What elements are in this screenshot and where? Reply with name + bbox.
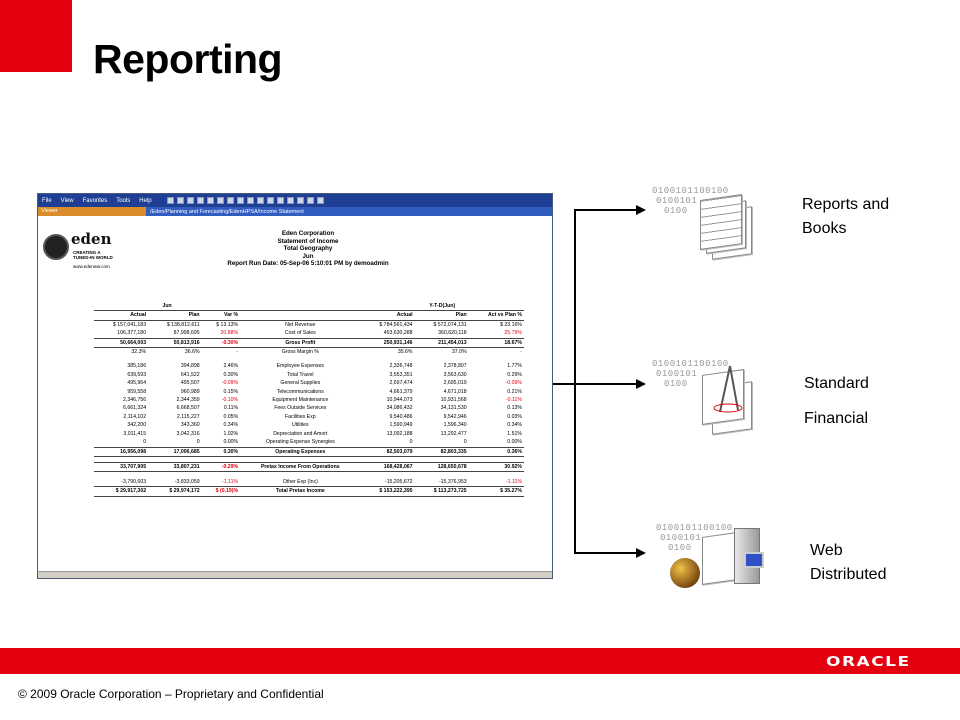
toolbar-icon[interactable] xyxy=(247,197,254,204)
table-row xyxy=(94,320,524,329)
document-path: /Eden/Planning and Forecasting/EdenHPSA/Income Statement xyxy=(150,208,304,215)
value-cell: 0 xyxy=(463,439,467,446)
toolbar-icon[interactable] xyxy=(177,197,184,204)
value-cell: 0.03% xyxy=(507,413,522,420)
value-cell: 35.6% xyxy=(397,349,413,356)
value-cell: 10,944,073 xyxy=(386,397,413,404)
value-cell: 1,590,949 xyxy=(389,422,413,429)
copyright-text: © 2009 Oracle Corporation – Proprietary and Confidential xyxy=(18,687,324,701)
value-cell: 50,813,916 xyxy=(148,338,202,347)
row-label: Net Revenue xyxy=(285,321,316,328)
table-row xyxy=(94,413,524,421)
menu-help[interactable]: Help xyxy=(139,197,152,204)
row-label: Pretax Income From Operations xyxy=(240,462,360,471)
menu-file[interactable]: File xyxy=(42,197,52,204)
value-cell: 2,336,748 xyxy=(389,363,413,370)
connector-line xyxy=(574,209,638,211)
column-header-row xyxy=(94,311,524,320)
row-label: Other Exp (Inc) xyxy=(282,478,318,485)
value-cell: -15,376,953 xyxy=(438,478,467,485)
toolbar-icon[interactable] xyxy=(267,197,274,204)
spacer-cell xyxy=(240,302,360,311)
value-cell: 1.51% xyxy=(507,430,522,437)
horizontal-scrollbar[interactable] xyxy=(38,571,552,578)
company-name: Eden Corporation xyxy=(281,230,335,237)
label-line: Distributed xyxy=(810,566,887,583)
value-cell: 495,507 xyxy=(180,380,200,387)
connector-line xyxy=(574,552,638,554)
row-label: Equipment Maintenance xyxy=(272,397,329,404)
value-cell: 50,664,003 xyxy=(94,338,148,347)
toolbar-icon[interactable] xyxy=(307,197,314,204)
value-cell: 16,956,098 xyxy=(94,447,148,456)
value-cell: 13,292,477 xyxy=(440,430,467,437)
value-cell: 2,344,359 xyxy=(176,397,200,404)
value-cell: 9,542,946 xyxy=(443,413,467,420)
row-label: Gross Profit xyxy=(240,338,360,347)
row-label: Operating Expense Synergies xyxy=(265,439,335,446)
footer-bar xyxy=(0,648,960,674)
value-cell: 30.92% xyxy=(469,462,524,471)
value-cell: 106,377,180 xyxy=(117,330,147,337)
toolbar-icon[interactable] xyxy=(207,197,214,204)
value-cell: -1.11% xyxy=(505,478,522,485)
value-cell: 25.79% xyxy=(504,330,522,337)
menu-tools[interactable]: Tools xyxy=(116,197,131,204)
value-cell: 2,114,102 xyxy=(123,413,147,420)
value-cell: - xyxy=(520,349,522,356)
output-label-financial[interactable] xyxy=(804,372,869,431)
value-cell: 0.00% xyxy=(223,439,239,446)
value-cell: -0.30% xyxy=(202,338,241,347)
row-label: Total Pretax Income xyxy=(240,487,360,496)
value-cell: -0.11% xyxy=(505,397,522,404)
binary-text: 0100101 xyxy=(656,369,698,379)
binary-text: 0100101100100 xyxy=(656,523,733,533)
value-cell: $ 13.13% xyxy=(216,321,239,328)
value-cell: -15,205,672 xyxy=(384,478,413,485)
arrow-head-icon xyxy=(636,548,646,558)
value-cell: 13,092,188 xyxy=(386,430,413,437)
toolbar-icon[interactable] xyxy=(287,197,294,204)
output-label-web[interactable] xyxy=(810,539,886,587)
viewer-tab[interactable]: Viewer xyxy=(38,207,146,216)
value-cell: 34,131,530 xyxy=(440,405,467,412)
col-header: Actual xyxy=(94,311,148,320)
value-cell: 87,998,695 xyxy=(173,330,200,337)
value-cell: 1.02% xyxy=(223,430,239,437)
binary-text: 0100 xyxy=(664,379,688,389)
toolbar-icon[interactable] xyxy=(187,197,194,204)
row-label: Telecommunications xyxy=(276,388,324,395)
table-row xyxy=(94,396,524,404)
value-cell: 168,428,067 xyxy=(360,462,414,471)
row-label: Facilities Exp xyxy=(285,413,316,420)
value-cell: 3,553,351 xyxy=(389,371,413,378)
value-cell: 0.11% xyxy=(223,405,239,412)
value-cell: 0.15% xyxy=(223,388,239,395)
compass-icon xyxy=(708,362,748,422)
row-label: Gross Margin % xyxy=(281,349,319,356)
brand-red-square xyxy=(0,0,72,72)
value-cell: $ 572,074,131 xyxy=(433,321,467,328)
binary-text: 0100101100100 xyxy=(652,359,729,369)
value-cell: 0 xyxy=(196,439,200,446)
value-cell: 0.05% xyxy=(223,413,239,420)
geography: Total Geography xyxy=(283,245,333,252)
table-row xyxy=(94,338,524,347)
value-cell: 32.3% xyxy=(131,349,147,356)
table-row xyxy=(94,404,524,412)
toolbar-icon[interactable] xyxy=(197,197,204,204)
value-cell: $ 138,812,611 xyxy=(166,321,200,328)
value-cell: 18.67% xyxy=(469,338,524,347)
binary-text: 0100101 xyxy=(656,196,698,206)
logo-tagline: CREATING A TUNED-IN WORLD xyxy=(73,250,113,260)
value-cell: -3,833,059 xyxy=(174,478,200,485)
value-cell: -0.09% xyxy=(505,380,522,387)
table-row xyxy=(94,371,524,379)
label-line: Financial xyxy=(804,410,869,427)
monitor-icon xyxy=(744,552,764,568)
toolbar-icon[interactable] xyxy=(277,197,284,204)
value-cell: 495,964 xyxy=(127,380,147,387)
table-row xyxy=(94,379,524,387)
value-cell: 0.34% xyxy=(223,422,239,429)
value-cell: 960,989 xyxy=(180,388,200,395)
report-title-block xyxy=(158,230,458,268)
value-cell: 1,596,340 xyxy=(443,422,467,429)
toolbar-icon[interactable] xyxy=(227,197,234,204)
toolbar-icon[interactable] xyxy=(237,197,244,204)
value-cell: 0.30% xyxy=(202,447,241,456)
value-cell: 4,661,379 xyxy=(389,388,413,395)
report-header xyxy=(38,216,552,286)
row-label: Total Travel xyxy=(287,371,314,378)
value-cell: 9,540,486 xyxy=(389,413,413,420)
menu-view[interactable]: View xyxy=(60,197,74,204)
arrow-head-icon xyxy=(636,379,646,389)
value-cell: $ 784,561,434 xyxy=(379,321,413,328)
group-header-ytd: Y-T-D(Jun) xyxy=(360,302,524,311)
label-line: Standard xyxy=(804,375,869,392)
table-row xyxy=(94,462,524,471)
row-label: Employee Expenses xyxy=(276,363,324,370)
row-label: Cost of Sales xyxy=(284,330,316,337)
value-cell: 343,360 xyxy=(180,422,200,429)
value-cell: 82,803,335 xyxy=(415,447,469,456)
col-header: Actual xyxy=(360,311,414,320)
eden-logo xyxy=(43,230,113,276)
value-cell: 1.77% xyxy=(507,363,522,370)
value-cell: 33,707,905 xyxy=(94,462,148,471)
table-row xyxy=(94,430,524,438)
value-cell: -0.10% xyxy=(221,397,239,404)
income-statement-table xyxy=(94,302,524,497)
run-date: Report Run Date: 05-Sep-06 5:10:01 PM by demoadmin xyxy=(227,260,389,267)
value-cell: 0.13% xyxy=(507,405,522,412)
value-cell: 0 xyxy=(143,439,147,446)
row-label: Depreciation and Amort xyxy=(273,430,328,437)
value-cell: $ 113,273,725 xyxy=(415,487,469,496)
period: Jun xyxy=(302,252,314,260)
connector-line xyxy=(574,383,638,385)
globe-icon xyxy=(43,234,69,260)
value-cell: 0.30% xyxy=(223,371,239,378)
value-cell: 394,898 xyxy=(180,363,200,370)
value-cell: 0.00% xyxy=(507,439,522,446)
table-row xyxy=(94,438,524,447)
value-cell: 0.21% xyxy=(507,388,522,395)
value-cell: 33,807,231 xyxy=(148,462,202,471)
value-cell: 6,661,324 xyxy=(123,405,147,412)
value-cell: 342,200 xyxy=(127,422,147,429)
value-cell: -1.11% xyxy=(222,478,239,485)
value-cell: 211,454,013 xyxy=(415,338,469,347)
row-label: Fees Outside Services xyxy=(274,405,327,412)
arrow-head-icon xyxy=(636,205,646,215)
output-label-reports[interactable] xyxy=(802,193,889,241)
value-cell: - xyxy=(236,349,239,356)
value-cell: 0.34% xyxy=(507,422,522,429)
table-row xyxy=(94,421,524,429)
col-header: Var % xyxy=(202,311,241,320)
report-pages-icon xyxy=(650,185,760,275)
row-label: Operating Expenses xyxy=(240,447,360,456)
path-bar xyxy=(38,207,552,216)
row-label: Utilities xyxy=(291,422,309,429)
table-row xyxy=(94,478,524,487)
col-header: Act vs Plan % xyxy=(469,311,524,320)
binary-text: 0100 xyxy=(668,543,692,553)
value-cell: $ 23.16% xyxy=(500,321,522,328)
label-line: Reports and xyxy=(802,196,890,213)
value-cell: $ 29,917,302 xyxy=(94,487,148,496)
value-cell: -0.09% xyxy=(221,380,239,387)
statement-name: Statement of Income xyxy=(277,237,339,245)
value-cell: 36.6% xyxy=(184,349,200,356)
table-row xyxy=(94,388,524,396)
value-cell: 10,931,568 xyxy=(440,397,467,404)
toolbar-icon[interactable] xyxy=(257,197,264,204)
value-cell: 6,668,507 xyxy=(176,405,200,412)
value-cell: 639,593 xyxy=(127,371,147,378)
value-cell: $ 29,974,172 xyxy=(148,487,202,496)
binary-text: 0100101100100 xyxy=(652,186,729,196)
toolbar-icon[interactable] xyxy=(317,197,324,204)
value-cell: 3,042,316 xyxy=(176,430,200,437)
value-cell: 2,695,019 xyxy=(443,380,467,387)
value-cell: $ (0.19)% xyxy=(202,487,241,496)
globe-icon xyxy=(670,558,700,588)
table-row xyxy=(94,447,524,456)
value-cell: 0 xyxy=(409,439,413,446)
value-cell: 2,115,227 xyxy=(176,413,200,420)
oracle-logo: ORACLE xyxy=(826,654,911,670)
page-title: Reporting xyxy=(93,36,283,82)
value-cell: 3,563,630 xyxy=(443,371,467,378)
value-cell: 20.88% xyxy=(220,330,239,337)
label-line: Web xyxy=(810,542,843,559)
col-header: Plan xyxy=(415,311,469,320)
web-server-globe-icon xyxy=(650,522,765,592)
menu-bar xyxy=(38,194,552,207)
value-cell: 34,086,432 xyxy=(386,405,413,412)
value-cell: 37.0% xyxy=(451,349,467,356)
menu-favorites[interactable]: Favorites xyxy=(82,197,108,204)
value-cell: 4,671,018 xyxy=(443,388,467,395)
compass-pages-icon xyxy=(650,358,760,448)
value-cell: 250,931,146 xyxy=(360,338,414,347)
logo-url: www.edenww.com xyxy=(73,264,110,269)
value-cell: 128,650,678 xyxy=(415,462,469,471)
toolbar xyxy=(167,197,324,204)
toolbar-icon[interactable] xyxy=(167,197,174,204)
group-header-jun: Jun xyxy=(94,302,240,311)
value-cell: $ 153,222,395 xyxy=(360,487,414,496)
value-cell: -0.29% xyxy=(202,462,241,471)
connector-line xyxy=(574,209,576,553)
report-viewer-window xyxy=(37,193,553,579)
value-cell: 959,558 xyxy=(127,388,147,395)
value-cell: 641,522 xyxy=(180,371,200,378)
value-cell: 360,620,118 xyxy=(438,330,467,337)
value-cell: 453,630,288 xyxy=(383,330,413,337)
value-cell: 2.46% xyxy=(223,363,239,370)
table-row xyxy=(94,329,524,338)
spreadsheet-icon xyxy=(700,194,742,250)
value-cell: 2,346,756 xyxy=(123,397,147,404)
connector-line xyxy=(553,383,575,385)
value-cell: 82,503,079 xyxy=(360,447,414,456)
table-row xyxy=(94,487,524,496)
col-header: Plan xyxy=(148,311,202,320)
toolbar-icon[interactable] xyxy=(297,197,304,204)
value-cell: 3,011,415 xyxy=(123,430,147,437)
value-cell: 0.29% xyxy=(507,371,522,378)
table-row xyxy=(94,348,524,357)
value-cell: $ 35.27% xyxy=(469,487,524,496)
value-cell: 17,006,685 xyxy=(148,447,202,456)
binary-text: 0100 xyxy=(664,206,688,216)
value-cell: $ 157,041,183 xyxy=(112,321,147,328)
toolbar-icon[interactable] xyxy=(217,197,224,204)
value-cell: 2,697,474 xyxy=(389,380,413,387)
value-cell: 0.36% xyxy=(469,447,524,456)
label-line: Books xyxy=(802,220,847,237)
value-cell: -3,790,603 xyxy=(121,478,147,485)
binary-text: 0100101 xyxy=(660,533,702,543)
col-header xyxy=(240,311,360,320)
value-cell: 2,378,807 xyxy=(443,363,467,370)
value-cell: 385,186 xyxy=(127,363,147,370)
logo-name: eden xyxy=(71,230,112,248)
group-header-row xyxy=(94,302,524,311)
row-label: General Supplies xyxy=(280,380,321,387)
table-row xyxy=(94,362,524,370)
